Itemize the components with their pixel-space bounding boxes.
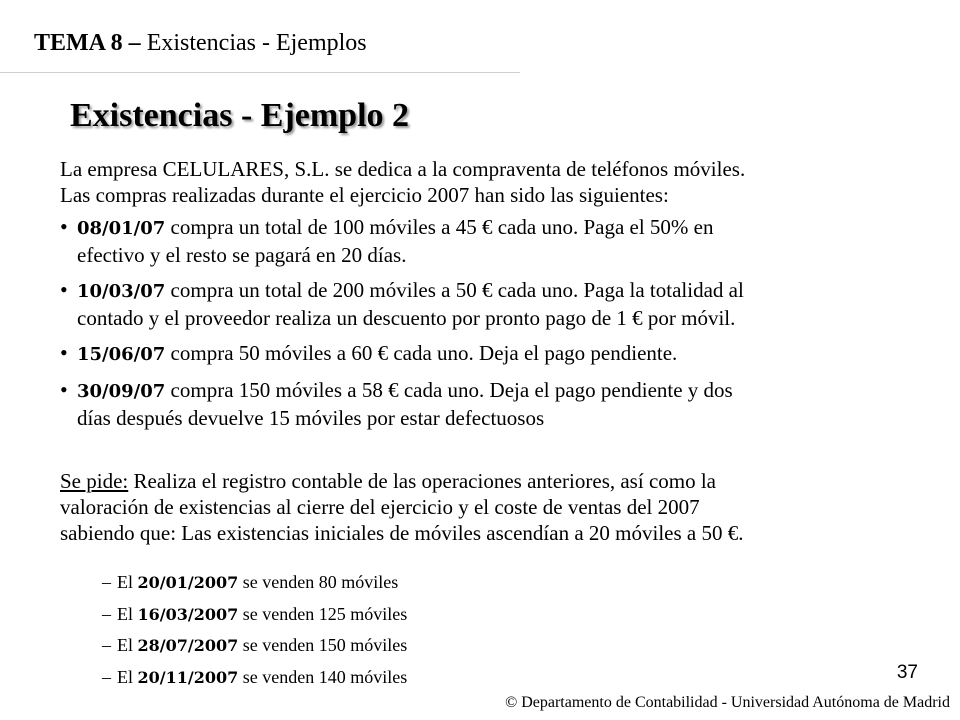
sale-item — [102, 567, 920, 599]
sale-text: se venden 140 móviles — [242, 666, 408, 687]
dash-icon: – — [102, 635, 111, 655]
task-line-1: Realiza el registro contable de las operaciones anteriores, así como la — [128, 469, 717, 493]
slide-header — [34, 30, 367, 57]
purchase-date: 30/09/07 — [77, 381, 166, 402]
sale-date: 16/03/2007 — [137, 604, 239, 624]
slide-title: Existencias - Ejemplo 2 — [70, 97, 410, 134]
purchase-date: 15/06/07 — [77, 344, 166, 365]
purchase-text-line-1: compra un total de 100 móviles a 45 € cada uno. Paga el 50% en — [170, 215, 714, 239]
sale-date: 20/01/2007 — [137, 573, 239, 592]
purchase-text-line-2: efectivo y el resto se pagará en 20 días. — [77, 243, 407, 267]
sale-item — [102, 599, 920, 631]
purchase-text-line-2: contado y el proveedor realiza un descuento por pronto pago de 1 € por móvil. — [77, 306, 736, 330]
bullet-icon: • — [60, 214, 68, 239]
dash-icon: – — [102, 572, 111, 592]
sale-item — [102, 630, 920, 662]
sale-prefix: El — [117, 666, 133, 687]
task-line-3: sabiendo que: Las existencias iniciales de móviles ascendían a 20 móviles a 50 €. — [60, 521, 744, 545]
sales-list — [60, 567, 920, 693]
purchase-date: 10/03/07 — [77, 281, 166, 302]
purchase-item — [60, 340, 920, 368]
purchase-list — [60, 214, 920, 431]
bullet-icon: • — [60, 340, 68, 365]
sale-text: se venden 80 móviles — [242, 572, 399, 592]
sale-item — [102, 662, 920, 694]
intro-line-2: Las compras realizadas durante el ejercicio 2007 han sido las siguientes: — [60, 183, 669, 207]
intro-line-1: La empresa CELULARES, S.L. se dedica a la compraventa de teléfonos móviles. — [60, 157, 746, 181]
task-label: Se pide: — [60, 469, 129, 493]
intro-paragraph — [60, 156, 920, 208]
sale-date: 20/11/2007 — [137, 667, 239, 687]
purchase-date: 08/01/07 — [77, 218, 166, 239]
bullet-icon: • — [60, 377, 68, 402]
dash-icon: – — [102, 666, 111, 687]
purchase-text-line-1: compra 150 móviles a 58 € cada uno. Deja el pago pendiente y dos — [170, 378, 733, 402]
purchase-text-line-2: días después devuelve 15 móviles por estar defectuosos — [77, 406, 545, 430]
task-line-2: valoración de existencias al cierre del ejercicio y el coste de ventas del 2007 — [60, 495, 700, 519]
sale-prefix: El — [117, 635, 133, 655]
purchase-item — [60, 214, 920, 268]
sale-text: se venden 125 móviles — [242, 603, 408, 624]
header-subtitle: Existencias - Ejemplos — [146, 30, 367, 56]
header-topic: TEMA 8 – — [34, 30, 141, 56]
purchase-text-line-1: compra 50 móviles a 60 € cada uno. Deja el pago pendiente. — [170, 341, 678, 365]
bullet-icon: • — [60, 277, 68, 302]
sale-prefix: El — [117, 572, 133, 592]
sale-prefix: El — [117, 603, 133, 624]
purchase-item — [60, 277, 920, 331]
sale-date: 28/07/2007 — [137, 636, 239, 655]
task-paragraph — [60, 468, 920, 546]
purchase-text-line-1: compra un total de 200 móviles a 50 € cada uno. Paga la totalidad al — [170, 278, 744, 302]
slide-body — [60, 156, 920, 693]
sale-text: se venden 150 móviles — [242, 635, 408, 655]
header-divider — [0, 72, 520, 73]
dash-icon: – — [102, 603, 111, 624]
footer-copyright: © Departamento de Contabilidad - Universidad Autónoma de Madrid — [505, 694, 950, 711]
purchase-item — [60, 377, 920, 431]
page-number: 37 — [896, 662, 918, 683]
